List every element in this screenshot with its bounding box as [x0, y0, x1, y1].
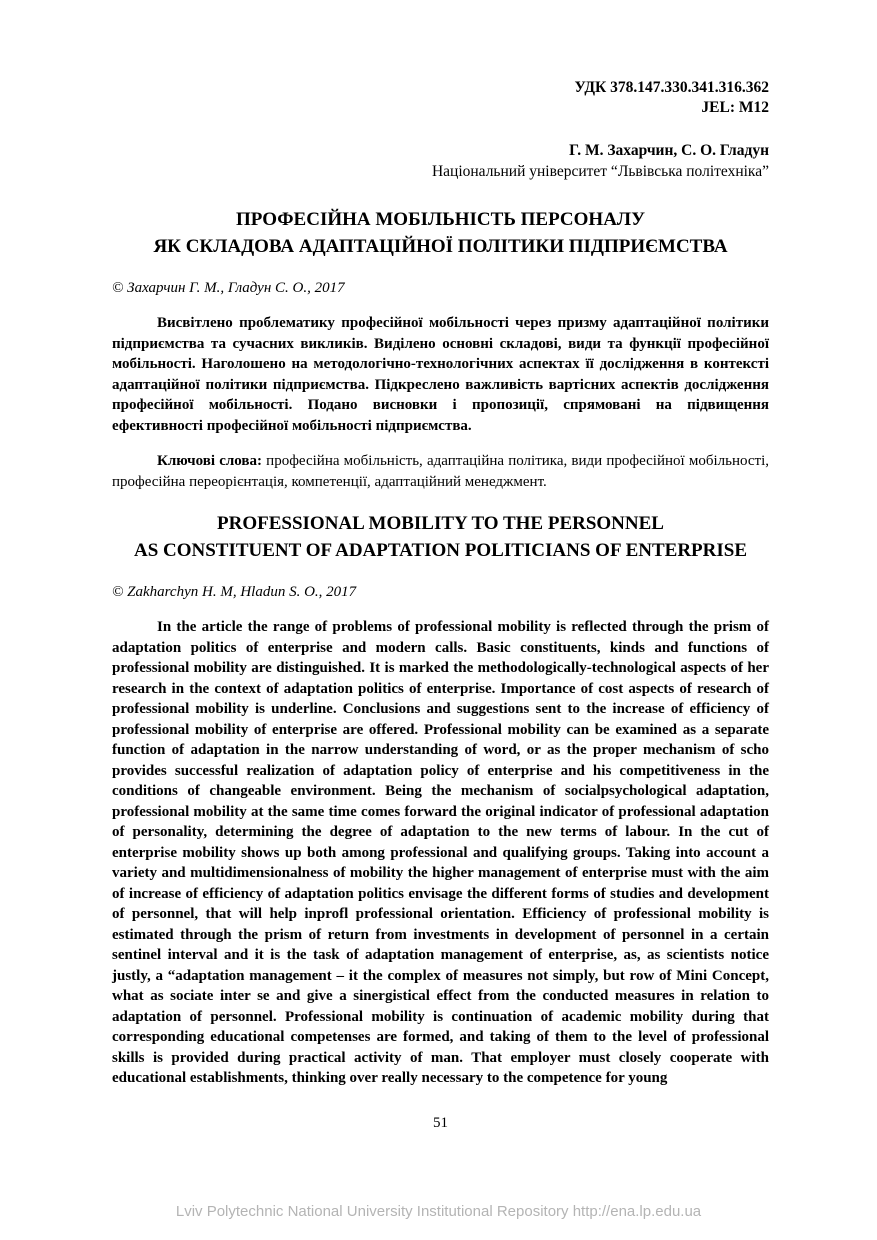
english-copyright: © Zakharchyn H. M, Hladun S. O., 2017 — [112, 584, 357, 600]
ukrainian-abstract: Висвітлено проблематику професійної мобільності через призму адаптаційної політики підприємства та сучасних викликів. Виділено основні складові, види та функції професійної мобільності. Наголошено на методологічно-технологічних аспектах її дослідження в контексті адаптаційної політики підприємства. Підкреслено важливість вартісних аспектів дослідження професійної мобільності. Подано висновки і пропозиції, спрямовані на підвищення ефективності професійної мобільності підприємства. — [112, 315, 769, 434]
keywords-paragraph — [112, 451, 769, 492]
udk-code: УДК 378.147.330.341.316.362 — [574, 79, 769, 96]
ukrainian-copyright: © Захарчин Г. М., Гладун С. О., 2017 — [112, 280, 345, 296]
article-codes — [112, 78, 769, 118]
ukrainian-title-line1: ПРОФЕСІЙНА МОБІЛЬНІСТЬ ПЕРСОНАЛУ — [235, 209, 646, 230]
ukrainian-title — [112, 206, 769, 260]
affiliation-line: Національний університет “Львівська політехніка” — [431, 163, 769, 180]
english-title-line2: AS CONSTITUENT OF ADAPTATION POLITICIANS OF ENTERPRISE — [133, 540, 748, 561]
page-number: 51 — [433, 1114, 448, 1131]
keywords-label: Ключові слова: — [157, 453, 263, 469]
english-title-line1: PROFESSIONAL MOBILITY TO THE PERSONNEL — [217, 513, 664, 534]
english-abstract: In the article the range of problems of professional mobility is reflected through the prism of adaptation politics of enterprise and modern calls. Basic constituents, kinds and functions of professional mobility are distinguished. It is marked the methodologically-technological aspects of her research in the context of adaptation politics of enterprise. Importance of cost aspects of research of professional mobility is underline. Conclusions and suggestions sent to the increase of efficiency of professional mobility of enterprise are offered. Professional mobility can be examined as a separate function of adaptation in the narrow understanding of word, or as the proper mechanism of scho provides successful realization of adaptation policy of enterprise and his competitiveness in the conditions of changeable environment. Being the mechanism of socialpsychological adaptation, professional mobility at the same time comes forward the original indicator of professional adaptation of personality, determining the degree of adaptation to the new terms of labour. In the cut of enterprise mobility shows up both among professional and qualifying groups. Taking into account a variety and multidimensionalness of mobility the higher management of enterprise must with the aim of increase of efficiency of adaptation politics envisage the different forms of studies and development of personnel, that will help inprofl professional orientation. Efficiency of professional mobility is estimated through the prism of return from investments in development of personnel in a certain sentinel interval and it is the task of adaptation management of enterprise, as, as scientists notice justly, a “adaptation management – it the complex of measures not simply, but row of Mini Concept, what as sociate inter se and give a sinergistical effect from the conducted measures in relation to adaptation of personnel. Professional mobility is continuation of academic mobility during that corresponding educational competenses are formed, and taking of them to the level of professional skills is provided during practical activity of man. That employer must closely cooperate with educational establishments, thinking over really necessary to the competence for young — [112, 619, 769, 1086]
authors-block — [112, 140, 769, 182]
english-title — [112, 510, 769, 564]
authors-line: Г. М. Захарчин, С. О. Гладун — [569, 142, 769, 159]
keywords-text: професійна мобільність, адаптаційна політика, види професійної мобільності, професійна переорієнтація, компетенції, адаптаційний менеджмент. — [112, 453, 769, 490]
repository-footer: Lviv Polytechnic National University Institutional Repository http://ena.lp.edu.ua — [175, 1203, 702, 1220]
jel-code: JEL: M12 — [701, 99, 769, 116]
ukrainian-title-line2: ЯК СКЛАДОВА АДАПТАЦІЙНОЇ ПОЛІТИКИ ПІДПРИЄМСТВА — [153, 236, 728, 257]
